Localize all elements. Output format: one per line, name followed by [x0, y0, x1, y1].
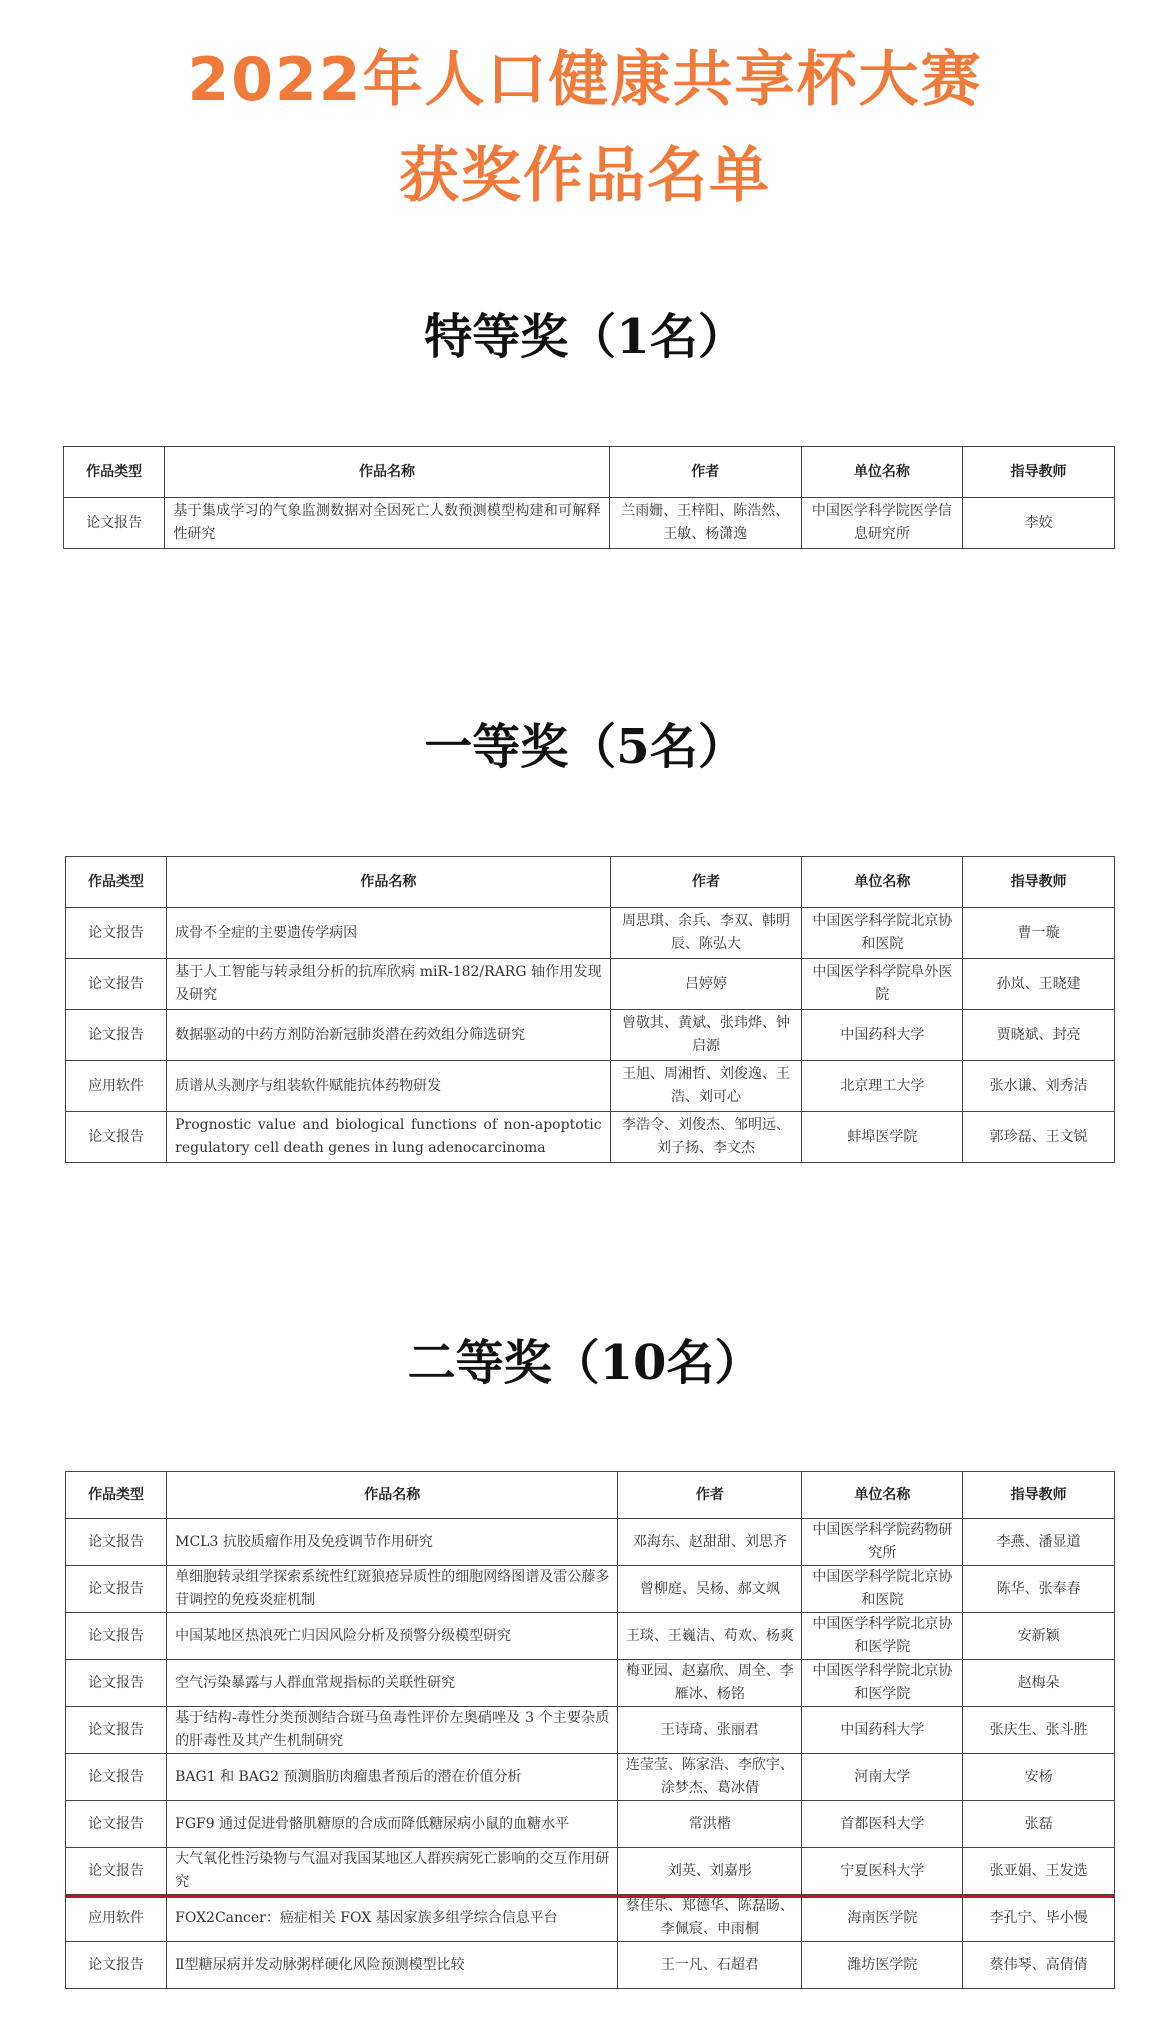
- type-cell: 论文报告: [66, 1707, 167, 1754]
- authors-cell: 吕婷婷: [610, 959, 802, 1010]
- institution-cell: 中国医学科学院北京协和医院: [802, 1566, 963, 1613]
- authors-cell: 常洪楷: [618, 1801, 802, 1848]
- column-header: 作品类型: [64, 447, 165, 498]
- advisor-cell: 贾晓斌、封亮: [963, 1010, 1115, 1061]
- banner-title-line2: 获奖作品名单: [399, 141, 771, 211]
- table-header-row: [64, 447, 1115, 498]
- authors-cell: 蔡佳乐、郑德华、陈磊旸、李佩宸、申雨桐: [618, 1895, 802, 1942]
- authors-cell: 连莹莹、陈家浩、李欣宇、涂梦杰、葛冰倩: [618, 1754, 802, 1801]
- column-header: 单位名称: [802, 1472, 963, 1519]
- column-header: 单位名称: [801, 447, 962, 498]
- column-header: 指导教师: [963, 1472, 1115, 1519]
- advisor-cell: 蔡伟琴、高倩倩: [963, 1942, 1115, 1989]
- title-cell: 单细胞转录组学探索系统性红斑狼疮异质性的细胞网络图谱及雷公藤多苷调控的免疫炎症机制: [167, 1566, 618, 1613]
- type-cell: 论文报告: [66, 1613, 167, 1660]
- institution-cell: 潍坊医学院: [802, 1942, 963, 1989]
- advisor-cell: 郭珍磊、王文锐: [963, 1112, 1115, 1163]
- advisor-cell: 李孔宁、毕小慢: [963, 1895, 1115, 1942]
- title-cell: Ⅱ型糖尿病并发动脉粥样硬化风险预测模型比较: [167, 1942, 618, 1989]
- column-header: 作者: [618, 1472, 802, 1519]
- authors-cell: 曾柳庭、吴杨、郝文飒: [618, 1566, 802, 1613]
- institution-cell: 中国医学科学院北京协和医院: [802, 908, 963, 959]
- section-heading-first-prize: 一等奖（5名）: [424, 719, 746, 775]
- table-row: [66, 959, 1115, 1010]
- table-row: [64, 498, 1115, 549]
- institution-cell: 中国医学科学院阜外医院: [802, 959, 963, 1010]
- institution-cell: 中国医学科学院北京协和医学院: [802, 1613, 963, 1660]
- title-cell: FGF9 通过促进骨骼肌糖原的合成而降低糖尿病小鼠的血糖水平: [167, 1801, 618, 1848]
- type-cell: 论文报告: [66, 1801, 167, 1848]
- advisor-cell: 安新颖: [963, 1613, 1115, 1660]
- column-header: 作品名称: [165, 447, 609, 498]
- type-cell: 论文报告: [66, 959, 167, 1010]
- type-cell: 论文报告: [66, 1010, 167, 1061]
- title-cell: Prognostic value and biological functions of non-apoptotic regulatory cell death genes in lung adenocarcinoma: [167, 1112, 610, 1163]
- title-cell: 中国某地区热浪死亡归因风险分析及预警分级模型研究: [167, 1613, 618, 1660]
- authors-cell: 梅亚园、赵嘉欣、周全、李雁冰、杨铭: [618, 1660, 802, 1707]
- institution-cell: 蚌埠医学院: [802, 1112, 963, 1163]
- type-cell: 论文报告: [66, 1848, 167, 1895]
- table-row: [66, 1660, 1115, 1707]
- column-header: 作品名称: [167, 857, 610, 908]
- authors-cell: 王琰、王巍洁、苟欢、杨爽: [618, 1613, 802, 1660]
- first-prize-table: [65, 856, 1115, 1163]
- advisor-cell: 张庆生、张斗胜: [963, 1707, 1115, 1754]
- advisor-cell: 曹一璇: [963, 908, 1115, 959]
- authors-cell: 王诗琦、张丽君: [618, 1707, 802, 1754]
- authors-cell: 王旭、周湘哲、刘俊逸、王浩、刘可心: [610, 1061, 802, 1112]
- authors-cell: 王一凡、石超君: [618, 1942, 802, 1989]
- column-header: 作品类型: [66, 1472, 167, 1519]
- title-cell: FOX2Cancer：癌症相关 FOX 基因家族多组学综合信息平台: [167, 1895, 618, 1942]
- authors-cell: 邓海东、赵甜甜、刘思齐: [618, 1519, 802, 1566]
- banner-title-line1: 2022年人口健康共享杯大赛: [187, 45, 983, 115]
- authors-cell: 兰雨姗、王梓阳、陈浩然、王敏、杨潇逸: [609, 498, 801, 549]
- title-cell: 空气污染暴露与人群血常规指标的关联性研究: [167, 1660, 618, 1707]
- title-cell: 基于集成学习的气象监测数据对全因死亡人数预测模型构建和可解释性研究: [165, 498, 609, 549]
- institution-cell: 宁夏医科大学: [802, 1848, 963, 1895]
- institution-cell: 中国医学科学院医学信息研究所: [801, 498, 962, 549]
- table-row: [66, 1754, 1115, 1801]
- title-cell: BAG1 和 BAG2 预测脂肪肉瘤患者预后的潜在价值分析: [167, 1754, 618, 1801]
- advisor-cell: 张水谦、刘秀洁: [963, 1061, 1115, 1112]
- advisor-cell: 孙岚、王晓建: [963, 959, 1115, 1010]
- column-header: 单位名称: [802, 857, 963, 908]
- title-cell: 质谱从头测序与组装软件赋能抗体药物研发: [167, 1061, 610, 1112]
- institution-cell: 中国医学科学院北京协和医学院: [802, 1660, 963, 1707]
- column-header: 作品类型: [66, 857, 167, 908]
- highlight-underline: [65, 1895, 1115, 1898]
- advisor-cell: 李姣: [962, 498, 1114, 549]
- institution-cell: 中国医学科学院药物研究所: [802, 1519, 963, 1566]
- title-cell: 成骨不全症的主要遗传学病因: [167, 908, 610, 959]
- table-header-row: [66, 1472, 1115, 1519]
- authors-cell: 刘英、刘嘉彤: [618, 1848, 802, 1895]
- column-header: 指导教师: [962, 447, 1114, 498]
- type-cell: 论文报告: [66, 1660, 167, 1707]
- type-cell: 论文报告: [66, 1112, 167, 1163]
- advisor-cell: 安杨: [963, 1754, 1115, 1801]
- advisor-cell: 张亚娟、王发选: [963, 1848, 1115, 1895]
- authors-cell: 曾敬其、黄斌、张玮烨、钟启源: [610, 1010, 802, 1061]
- advisor-cell: 赵梅朵: [963, 1660, 1115, 1707]
- institution-cell: 首都医科大学: [802, 1801, 963, 1848]
- column-header: 作者: [609, 447, 801, 498]
- table-row: [66, 908, 1115, 959]
- table-row: [66, 1801, 1115, 1848]
- table-row: [66, 1707, 1115, 1754]
- type-cell: 论文报告: [66, 1519, 167, 1566]
- table-row: [66, 1010, 1115, 1061]
- institution-cell: 中国药科大学: [802, 1707, 963, 1754]
- type-cell: 论文报告: [66, 1566, 167, 1613]
- advisor-cell: 李燕、潘显道: [963, 1519, 1115, 1566]
- type-cell: 论文报告: [66, 1942, 167, 1989]
- table-header-row: [66, 857, 1115, 908]
- advisor-cell: 张磊: [963, 1801, 1115, 1848]
- advisor-cell: 陈华、张奉春: [963, 1566, 1115, 1613]
- type-cell: 应用软件: [66, 1895, 167, 1942]
- title-cell: 大气氧化性污染物与气温对我国某地区人群疾病死亡影响的交互作用研究: [167, 1848, 618, 1895]
- section-heading-second-prize: 二等奖（10名）: [407, 1335, 763, 1391]
- type-cell: 论文报告: [66, 908, 167, 959]
- table-row: [66, 1848, 1115, 1895]
- type-cell: 应用软件: [66, 1061, 167, 1112]
- institution-cell: 北京理工大学: [802, 1061, 963, 1112]
- table-row: [66, 1613, 1115, 1660]
- table-row: [66, 1061, 1115, 1112]
- type-cell: 论文报告: [64, 498, 165, 549]
- authors-cell: 李浩令、刘俊杰、邹明远、刘子扬、李文杰: [610, 1112, 802, 1163]
- table-row: [66, 1566, 1115, 1613]
- institution-cell: 海南医学院: [802, 1895, 963, 1942]
- institution-cell: 河南大学: [802, 1754, 963, 1801]
- table-row: [66, 1895, 1115, 1942]
- special-prize-table: [63, 446, 1115, 549]
- title-cell: MCL3 抗胶质瘤作用及免疫调节作用研究: [167, 1519, 618, 1566]
- column-header: 作品名称: [167, 1472, 618, 1519]
- table-row: [66, 1112, 1115, 1163]
- title-cell: 基于人工智能与转录组分析的抗库欣病 miR-182/RARG 轴作用发现及研究: [167, 959, 610, 1010]
- title-cell: 基于结构-毒性分类预测结合斑马鱼毒性评价左奥硝唑及 3 个主要杂质的肝毒性及其产生机制研究: [167, 1707, 618, 1754]
- table-row: [66, 1942, 1115, 1989]
- section-heading-special-prize: 特等奖（1名）: [424, 309, 746, 365]
- institution-cell: 中国药科大学: [802, 1010, 963, 1061]
- second-prize-table: [65, 1471, 1115, 1989]
- authors-cell: 周思琪、余兵、李双、韩明辰、陈弘大: [610, 908, 802, 959]
- type-cell: 论文报告: [66, 1754, 167, 1801]
- table-row: [66, 1519, 1115, 1566]
- title-cell: 数据驱动的中药方剂防治新冠肺炎潜在药效组分筛选研究: [167, 1010, 610, 1061]
- column-header: 作者: [610, 857, 802, 908]
- column-header: 指导教师: [963, 857, 1115, 908]
